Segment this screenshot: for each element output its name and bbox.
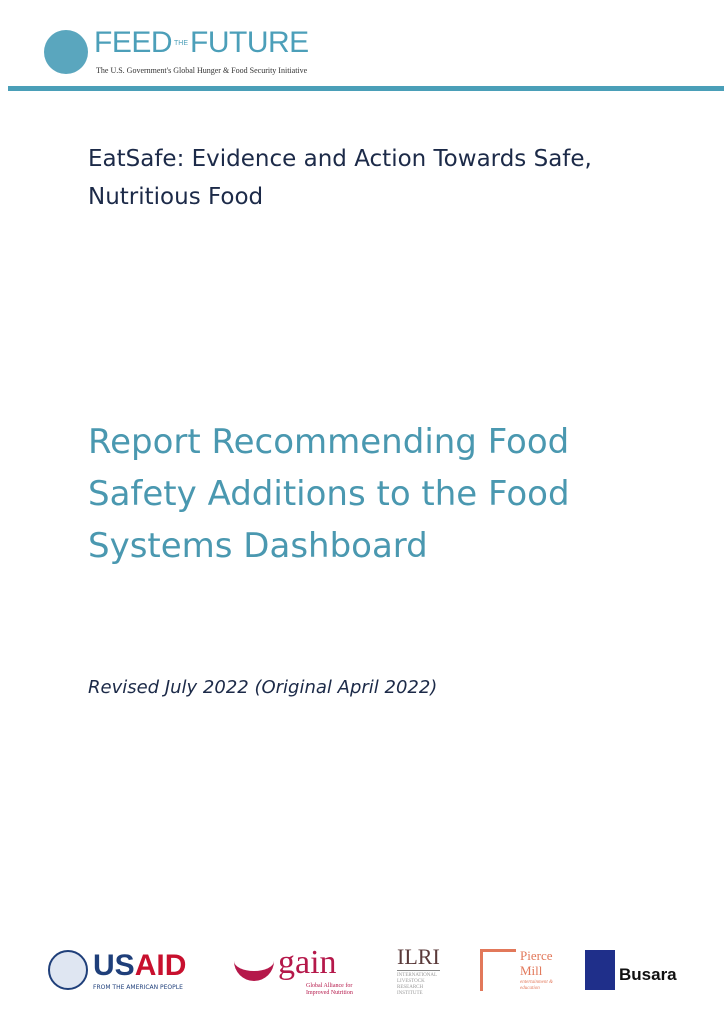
gain-logo: [234, 940, 370, 1000]
gain-name: gain: [278, 944, 337, 981]
gain-bowl-icon: [234, 959, 274, 981]
document-title: Report Recommending Food Safety Additions to the Food Systems Dashboard: [88, 422, 570, 566]
logo-tagline: The U.S. Government's Global Hunger & Food Security Initiative: [96, 66, 308, 75]
usaid-us: US: [93, 949, 135, 982]
us-seal-icon: [44, 30, 88, 74]
busara-mark-icon: [585, 950, 615, 990]
document-subtitle: EatSafe: Evidence and Action Towards Safe, Nutritious Food: [88, 146, 592, 210]
busara-name: Busara: [619, 965, 677, 984]
logo-word-the: THE: [174, 40, 189, 48]
logo-wordmark: [94, 26, 309, 60]
feed-the-future-logo: [44, 26, 334, 80]
busara-logo: [585, 940, 677, 1000]
usaid-aid: AID: [134, 949, 187, 982]
pierce-mill-tagline: entertainment & education: [520, 980, 553, 991]
header-divider: [8, 86, 724, 91]
usaid-logo: [48, 940, 186, 1000]
usaid-seal-icon: [48, 950, 88, 990]
ilri-logo: [397, 940, 449, 1000]
ilri-tagline: INTERNATIONAL LIVESTOCK RESEARCH INSTITUTE: [397, 972, 437, 996]
usaid-tagline: FROM THE AMERICAN PEOPLE: [93, 984, 183, 991]
revision-date: Revised July 2022 (Original April 2022): [88, 677, 438, 698]
pierce-mill-logo: [480, 940, 562, 1000]
logo-word-feed: FEED: [94, 26, 173, 59]
logo-word-future: FUTURE: [190, 26, 309, 59]
pierce-mill-name: Pierce Mill: [520, 948, 553, 978]
ilri-name: ILRI: [397, 943, 440, 969]
gain-tagline: Global Alliance for Improved Nutrition: [306, 983, 353, 996]
pierce-mill-mark-icon: [480, 949, 516, 991]
